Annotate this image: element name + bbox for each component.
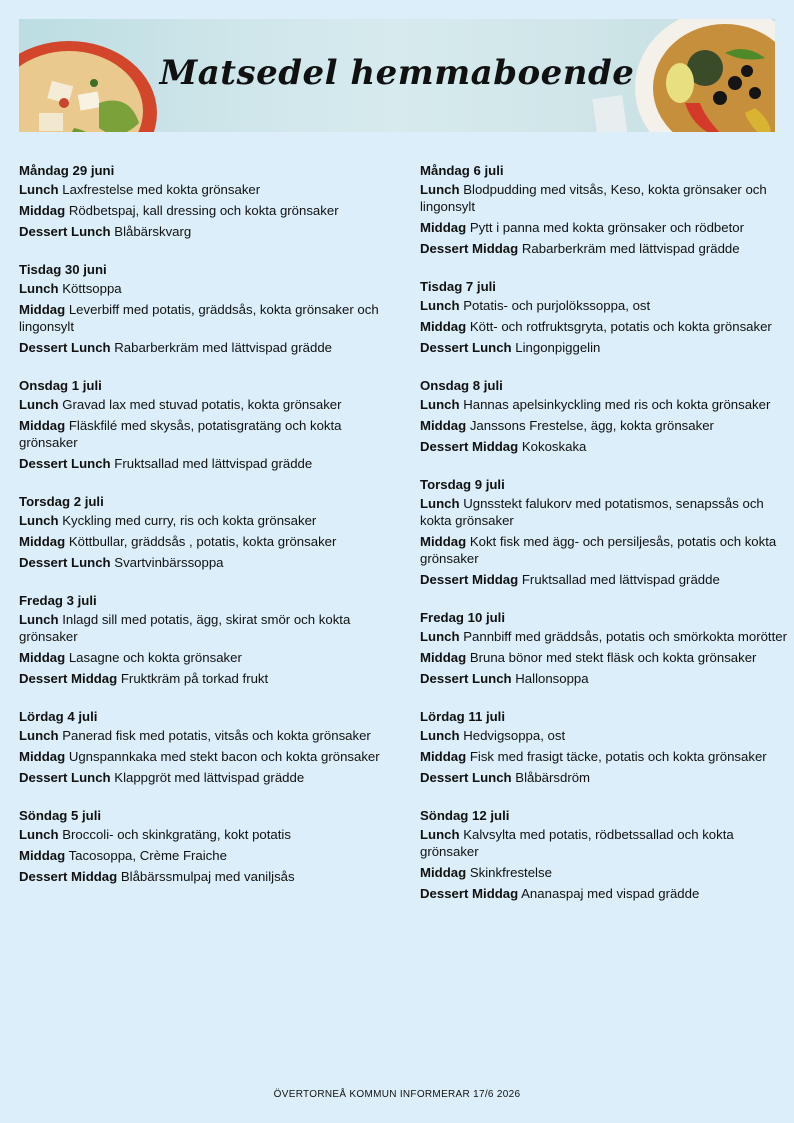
meal-row: [420, 649, 790, 666]
meal-label: Dessert Middag: [19, 869, 118, 884]
meal-row: [19, 223, 389, 240]
day-name: Lördag 4 juli: [19, 709, 98, 724]
meal-label: Lunch: [19, 728, 59, 743]
meal-row: [19, 748, 389, 765]
meal-label: Dessert Lunch: [420, 770, 512, 785]
meal-text: Kalvsylta med potatis, rödbetssallad och kokta grönsaker: [420, 827, 734, 859]
meal-row: [420, 240, 790, 257]
meal-text: Svartvinbärssoppa: [114, 555, 224, 570]
meal-label: Dessert Lunch: [19, 456, 111, 471]
day-block: [420, 276, 790, 356]
meal-row: [19, 181, 389, 198]
day-block: [19, 491, 389, 571]
meal-row: [420, 670, 790, 687]
meal-text: Blåbärskvarg: [114, 224, 192, 239]
meal-row: [19, 301, 389, 335]
day-name: Söndag 12 juli: [420, 808, 510, 823]
meal-label: Middag: [420, 319, 467, 334]
meal-row: [420, 438, 790, 455]
right-column: [420, 160, 790, 921]
meal-text: Klappgröt med lättvispad grädde: [114, 770, 305, 785]
meal-text: Kokoskaka: [521, 439, 587, 454]
meal-label: Lunch: [19, 182, 59, 197]
meal-label: Lunch: [420, 397, 460, 412]
meal-label: Middag: [420, 418, 467, 433]
meal-text: Blåbärssmulpaj med vaniljsås: [120, 869, 295, 884]
meal-row: [19, 826, 389, 843]
day-name: Tisdag 7 juli: [420, 279, 496, 294]
napkin-image: [592, 95, 627, 132]
page-title: Matsedel hemmaboende: [159, 53, 635, 93]
meal-label: Dessert Lunch: [19, 224, 111, 239]
meal-label: Middag: [19, 650, 66, 665]
day-name: Lördag 11 juli: [420, 709, 506, 724]
meal-row: [19, 339, 389, 356]
meal-text: Fruktsallad med lättvispad grädde: [114, 456, 313, 471]
meal-row: [19, 396, 389, 413]
meal-row: [420, 297, 790, 314]
meal-text: Potatis- och purjolökssoppa, ost: [463, 298, 651, 313]
meal-label: Middag: [19, 534, 66, 549]
day-block: [420, 607, 790, 687]
day-block: [420, 160, 790, 257]
meal-text: Skinkfrestelse: [469, 865, 552, 880]
meal-row: [420, 727, 790, 744]
meal-text: Rödbetspaj, kall dressing och kokta grönsaker: [68, 203, 339, 218]
meal-row: [19, 533, 389, 550]
meal-label: Dessert Lunch: [19, 770, 111, 785]
meal-text: Hannas apelsinkyckling med ris och kokta grönsaker: [463, 397, 771, 412]
meal-row: [420, 181, 790, 215]
meal-label: Lunch: [19, 827, 59, 842]
meal-label: Middag: [420, 534, 467, 549]
meal-text: Kött- och rotfruktsgryta, potatis och kokta grönsaker: [469, 319, 772, 334]
meal-row: [420, 571, 790, 588]
meal-text: Blodpudding med vitsås, Keso, kokta grönsaker och lingonsylt: [420, 182, 767, 214]
meal-label: Dessert Middag: [420, 886, 519, 901]
day-block: [19, 375, 389, 472]
meal-label: Middag: [420, 650, 467, 665]
day-name: Måndag 29 juni: [19, 163, 115, 178]
meal-row: [19, 868, 389, 885]
meal-text: Fläskfilé med skysås, potatisgratäng och kokta grönsaker: [19, 418, 342, 450]
meal-row: [420, 628, 790, 645]
left-column: [19, 160, 389, 904]
meal-label: Middag: [420, 220, 467, 235]
meal-row: [19, 649, 389, 666]
meal-row: [420, 318, 790, 335]
meal-row: [420, 885, 790, 902]
meal-row: [19, 554, 389, 571]
meal-label: Dessert Middag: [420, 572, 519, 587]
meal-text: Laxfrestelse med kokta grönsaker: [62, 182, 261, 197]
meal-text: Rabarberkräm med lättvispad grädde: [521, 241, 740, 256]
meal-text: Köttsoppa: [62, 281, 122, 296]
meal-label: Dessert Middag: [420, 439, 519, 454]
meal-row: [420, 533, 790, 567]
meal-text: Fisk med frasigt täcke, potatis och kokta grönsaker: [469, 749, 767, 764]
meal-text: Leverbiff med potatis, gräddsås, kokta grönsaker och lingonsylt: [19, 302, 379, 334]
meal-label: Middag: [19, 848, 66, 863]
day-name: Fredag 3 juli: [19, 593, 97, 608]
day-name: Torsdag 9 juli: [420, 477, 505, 492]
meal-row: [19, 611, 389, 645]
day-name: Torsdag 2 juli: [19, 494, 104, 509]
meal-text: Ugnspannkaka med stekt bacon och kokta grönsaker: [68, 749, 380, 764]
meal-row: [420, 396, 790, 413]
day-block: [420, 474, 790, 588]
meal-row: [19, 417, 389, 451]
meal-row: [19, 727, 389, 744]
meal-label: Lunch: [420, 182, 460, 197]
meal-row: [420, 769, 790, 786]
meal-text: Ananaspaj med vispad grädde: [521, 886, 700, 901]
meal-label: Dessert Lunch: [19, 555, 111, 570]
header-banner: [19, 19, 775, 132]
meal-text: Köttbullar, gräddsås , potatis, kokta grönsaker: [68, 534, 337, 549]
day-block: [420, 375, 790, 455]
meal-row: [420, 826, 790, 860]
meal-label: Dessert Middag: [420, 241, 519, 256]
day-name: Onsdag 1 juli: [19, 378, 102, 393]
meal-text: Broccoli- och skinkgratäng, kokt potatis: [62, 827, 291, 842]
meal-text: Fruktkräm på torkad frukt: [120, 671, 269, 686]
meal-label: Lunch: [420, 298, 460, 313]
meal-text: Tacosoppa, Crème Fraiche: [68, 848, 227, 863]
footer-text: ÖVERTORNEÅ KOMMUN INFORMERAR 17/6 2026: [273, 1089, 521, 1100]
meal-label: Lunch: [420, 728, 460, 743]
meal-row: [420, 219, 790, 236]
meal-text: Pannbiff med gräddsås, potatis och smörkokta morötter: [463, 629, 787, 644]
meal-text: Kyckling med curry, ris och kokta grönsaker: [62, 513, 317, 528]
meal-text: Gravad lax med stuvad potatis, kokta grönsaker: [62, 397, 342, 412]
day-block: [19, 259, 389, 356]
day-block: [420, 706, 790, 786]
meal-label: Lunch: [19, 513, 59, 528]
meal-row: [19, 280, 389, 297]
meal-row: [19, 455, 389, 472]
meal-text: Kokt fisk med ägg- och persiljesås, potatis och kokta grönsaker: [420, 534, 777, 566]
day-block: [19, 160, 389, 240]
day-name: Söndag 5 juli: [19, 808, 102, 823]
meal-text: Hallonsoppa: [515, 671, 589, 686]
meal-label: Lunch: [19, 397, 59, 412]
day-block: [420, 805, 790, 902]
meal-text: Hedvigsoppa, ost: [463, 728, 566, 743]
meal-text: Blåbärsdröm: [515, 770, 591, 785]
meal-label: Lunch: [19, 281, 59, 296]
meal-row: [420, 339, 790, 356]
meal-text: Inlagd sill med potatis, ägg, skirat smör och kokta grönsaker: [19, 612, 351, 644]
meal-row: [19, 769, 389, 786]
meal-label: Middag: [19, 749, 66, 764]
meal-row: [19, 847, 389, 864]
day-block: [19, 805, 389, 885]
meal-row: [420, 748, 790, 765]
meal-label: Dessert Lunch: [420, 671, 512, 686]
day-name: Fredag 10 juli: [420, 610, 506, 625]
meal-text: Lingonpiggelin: [515, 340, 601, 355]
meal-label: Middag: [19, 418, 66, 433]
meal-text: Fruktsallad med lättvispad grädde: [521, 572, 720, 587]
meal-text: Lasagne och kokta grönsaker: [68, 650, 242, 665]
meal-label: Lunch: [420, 496, 460, 511]
meal-label: Dessert Lunch: [19, 340, 111, 355]
day-block: [19, 590, 389, 687]
meal-text: Bruna bönor med stekt fläsk och kokta grönsaker: [469, 650, 757, 665]
meal-text: Janssons Frestelse, ägg, kokta grönsaker: [469, 418, 714, 433]
meal-label: Middag: [19, 203, 66, 218]
day-name: Onsdag 8 juli: [420, 378, 503, 393]
day-name: Måndag 6 juli: [420, 163, 504, 178]
meal-row: [19, 202, 389, 219]
meal-text: Pytt i panna med kokta grönsaker och rödbetor: [469, 220, 744, 235]
meal-row: [19, 512, 389, 529]
meal-label: Lunch: [19, 612, 59, 627]
meal-label: Lunch: [420, 629, 460, 644]
meal-row: [420, 417, 790, 434]
meal-label: Lunch: [420, 827, 460, 842]
meal-text: Ugnsstekt falukorv med potatismos, senapssås och kokta grönsaker: [420, 496, 764, 528]
meal-label: Middag: [420, 749, 467, 764]
meal-row: [420, 495, 790, 529]
meal-label: Middag: [420, 865, 467, 880]
meal-text: Panerad fisk med potatis, vitsås och kokta grönsaker: [62, 728, 371, 743]
day-name: Tisdag 30 juni: [19, 262, 107, 277]
meal-text: Rabarberkräm med lättvispad grädde: [114, 340, 332, 355]
meal-label: Middag: [19, 302, 66, 317]
meal-row: [420, 864, 790, 881]
meal-label: Dessert Middag: [19, 671, 118, 686]
day-block: [19, 706, 389, 786]
meal-label: Dessert Lunch: [420, 340, 512, 355]
meal-row: [19, 670, 389, 687]
